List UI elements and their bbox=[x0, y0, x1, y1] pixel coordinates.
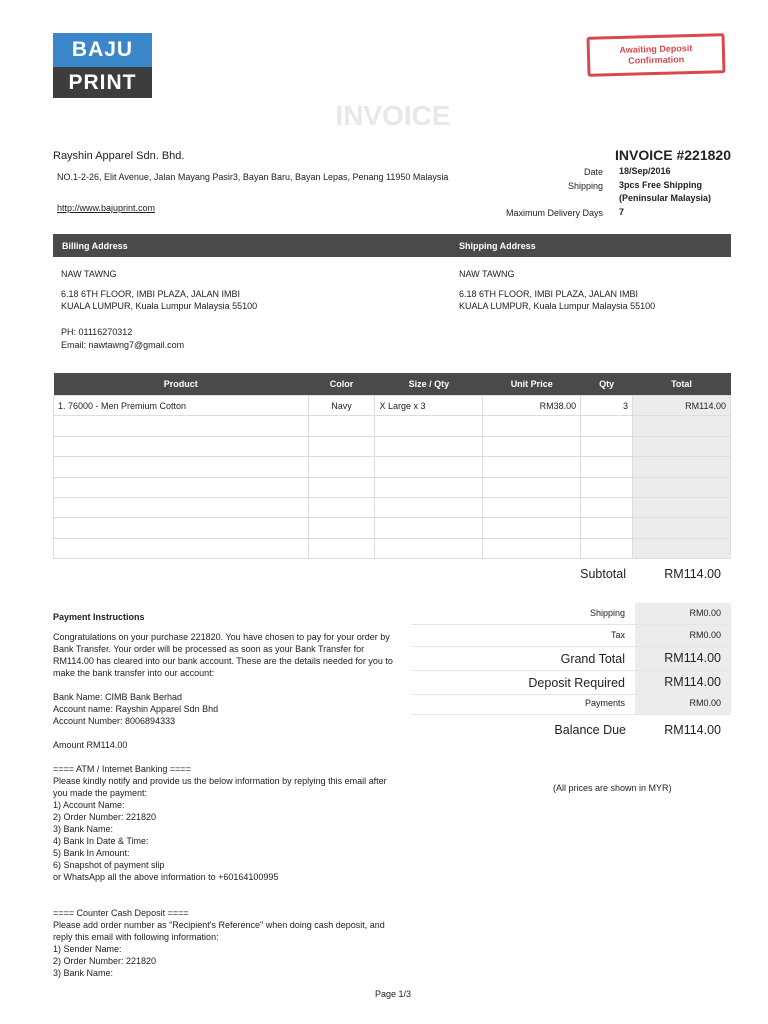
table-row bbox=[54, 396, 731, 416]
cell-product: 1. 76000 - Men Premium Cotton bbox=[54, 396, 309, 416]
payment-instructions-text: Congratulations on your purchase 221820. You have chosen to pay for your order by Bank Transfer. Your order will be processed as soon as your Bank Transfer for RM114.00 has cleared into our bank account. These are the details needed for you to make the bank transfer into our account: Bank Name: CIMB Bank Berhad Account name: Rayshin Apparel Sdn Bhd Account Number: 8006894333 Amount RM114.00 ==== ATM / Internet Banking ==== Please kindly notify and provide us the below information by replying this email after you made the payment: 1) Account Name: 2) Order Number: 221820 3) Bank Name: 4) Bank In Date & Time: 5) Bank In Amount: 6) Snapshot of payment slip or WhatsApp all the above information to +60164100995 ==== Counter Cash Deposit ==== Please add order number as "Recipient's Reference" when doing cash deposit, and reply this email with following information: 1) Sender Name: 2) Order Number: 221820 3) Bank Name: bbox=[53, 632, 393, 978]
tax-value: RM0.00 bbox=[635, 625, 731, 646]
col-color: Color bbox=[308, 373, 375, 396]
shipping-value-line2: (Peninsular Malaysia) bbox=[619, 193, 712, 203]
max-delivery-label: Maximum Delivery Days bbox=[505, 208, 603, 218]
deposit-value: RM114.00 bbox=[635, 671, 731, 694]
col-qty: Qty bbox=[581, 373, 633, 396]
table-row bbox=[54, 538, 731, 558]
payments-value: RM0.00 bbox=[635, 693, 731, 714]
shipping-label: Shipping bbox=[567, 181, 603, 191]
table-row bbox=[54, 457, 731, 477]
shipping-total-label: Shipping bbox=[589, 608, 625, 618]
bajuprint-logo bbox=[53, 33, 152, 98]
product-table bbox=[53, 373, 731, 559]
billing-phone: PH: 01116270312 bbox=[61, 327, 133, 337]
company-address: NO.1-2-26, Elit Avenue, Jalan Mayang Pasir3, Bayan Baru, Bayan Lepas, Penang 11950 Malaysia bbox=[57, 172, 449, 182]
grand-total-row bbox=[411, 647, 731, 671]
cell-color: Navy bbox=[308, 396, 375, 416]
payments-label: Payments bbox=[584, 698, 625, 708]
balance-due-label: Balance Due bbox=[554, 723, 626, 737]
table-row bbox=[54, 416, 731, 436]
shipping-line1: 6.18 6TH FLOOR, IMBI PLAZA, JALAN IMBI bbox=[459, 289, 639, 299]
billing-name: NAW TAWNG bbox=[61, 269, 117, 279]
table-row bbox=[54, 497, 731, 517]
address-header-bar bbox=[53, 234, 731, 257]
col-unit-price: Unit Price bbox=[483, 373, 581, 396]
tax-row bbox=[411, 625, 731, 647]
billing-email: Email: nawtawng7@gmail.com bbox=[61, 340, 185, 350]
grand-total-label: Grand Total bbox=[560, 652, 625, 666]
shipping-line2: KUALA LUMPUR, Kuala Lumpur Malaysia 55100 bbox=[459, 301, 656, 311]
status-stamp bbox=[587, 33, 726, 77]
invoice-heading: INVOICE bbox=[335, 100, 451, 131]
deposit-row bbox=[411, 671, 731, 695]
date-value: 18/Sep/2016 bbox=[619, 166, 671, 176]
shipping-total-value: RM0.00 bbox=[635, 603, 731, 624]
subtotal-label: Subtotal bbox=[580, 567, 626, 581]
max-delivery-value: 7 bbox=[619, 207, 625, 217]
currency-note: (All prices are shown in MYR) bbox=[553, 783, 672, 793]
cell-unit-price: RM38.00 bbox=[483, 396, 581, 416]
grand-total-value: RM114.00 bbox=[635, 647, 731, 670]
company-name: Rayshin Apparel Sdn. Bhd. bbox=[53, 150, 185, 162]
date-label: Date bbox=[583, 167, 603, 177]
stamp-line2: Confirmation bbox=[628, 54, 685, 66]
col-total: Total bbox=[633, 373, 731, 396]
payments-row bbox=[411, 693, 731, 715]
page-number: Page 1/3 bbox=[374, 989, 412, 999]
balance-due-value: RM114.00 bbox=[664, 723, 721, 737]
table-header-row bbox=[54, 373, 731, 396]
company-url-link[interactable]: http://www.bajuprint.com bbox=[57, 203, 156, 213]
billing-line1: 6.18 6TH FLOOR, IMBI PLAZA, JALAN IMBI bbox=[61, 289, 241, 299]
shipping-total-row bbox=[411, 603, 731, 625]
table-row bbox=[54, 518, 731, 538]
payment-instructions-title: Payment Instructions bbox=[53, 612, 145, 622]
cell-qty: 3 bbox=[581, 396, 633, 416]
logo-line1: BAJU bbox=[53, 33, 152, 67]
shipping-name: NAW TAWNG bbox=[459, 269, 515, 279]
cell-total: RM114.00 bbox=[633, 396, 731, 416]
table-row bbox=[54, 436, 731, 456]
billing-line2: KUALA LUMPUR, Kuala Lumpur Malaysia 55100 bbox=[61, 301, 258, 311]
stamp-line1: Awaiting Deposit bbox=[619, 43, 693, 55]
col-product: Product bbox=[54, 373, 309, 396]
subtotal-value: RM114.00 bbox=[664, 567, 721, 581]
shipping-value-line1: 3pcs Free Shipping bbox=[619, 180, 703, 190]
shipping-address-title: Shipping Address bbox=[459, 241, 536, 251]
tax-label: Tax bbox=[610, 630, 625, 640]
col-size-qty: Size / Qty bbox=[375, 373, 483, 396]
cell-size: X Large x 3 bbox=[375, 396, 483, 416]
table-row bbox=[54, 477, 731, 497]
billing-address-title: Billing Address bbox=[62, 241, 128, 251]
invoice-number: INVOICE #221820 bbox=[615, 147, 731, 163]
logo-line2: PRINT bbox=[53, 67, 152, 98]
deposit-label: Deposit Required bbox=[528, 676, 625, 690]
